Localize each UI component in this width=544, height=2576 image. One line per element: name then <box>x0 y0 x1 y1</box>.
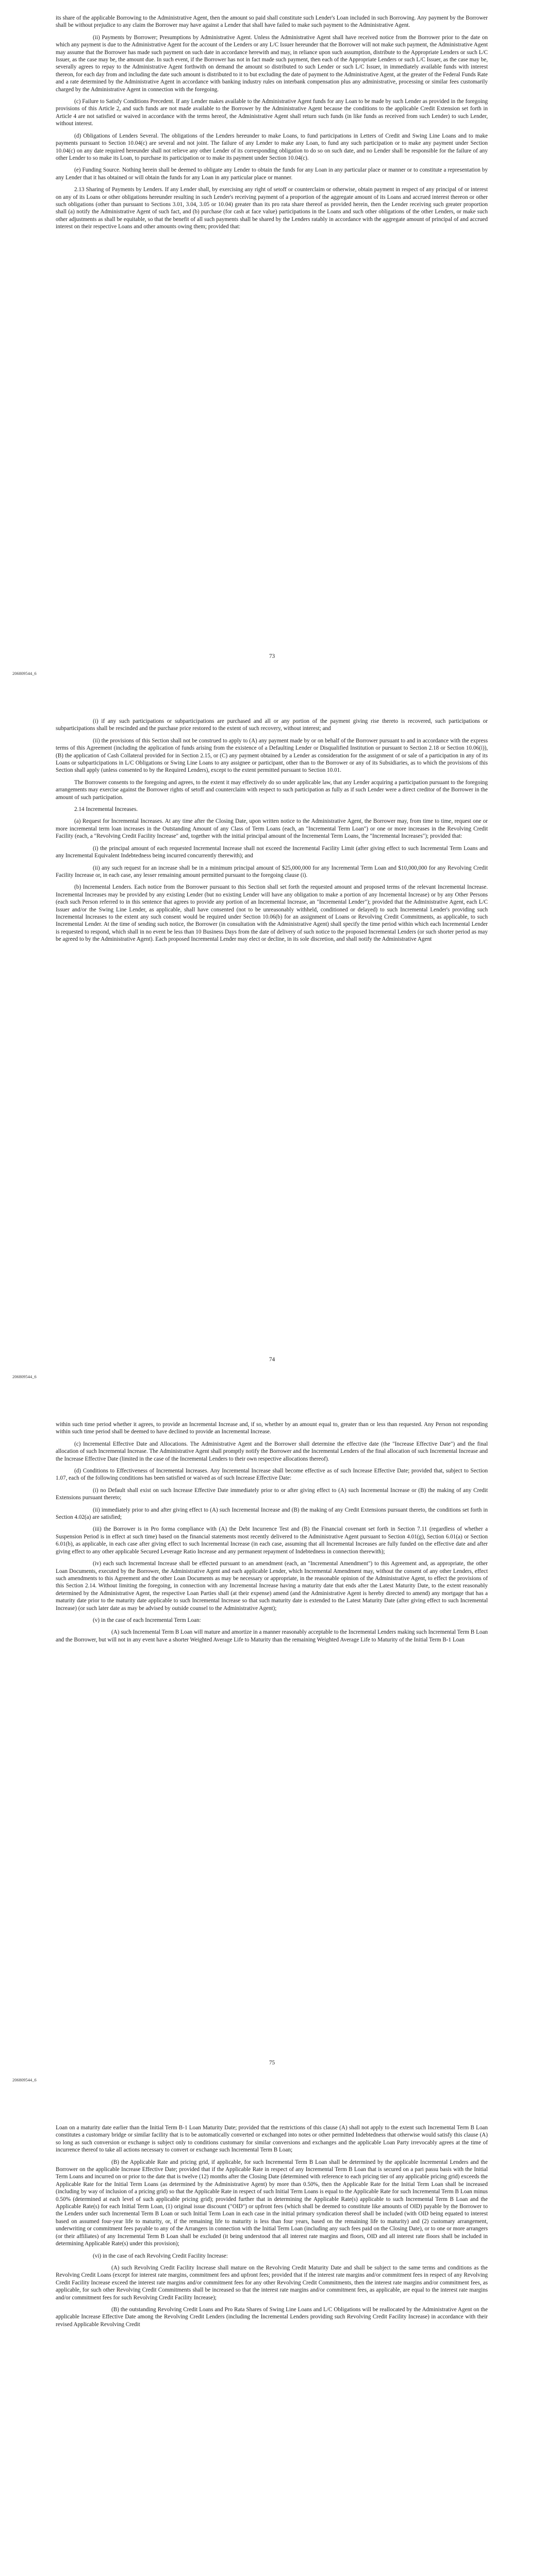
paragraph: (ii) Payments by Borrower; Presumptions by Administrative Agent. Unless the Administrative Agent shall have received notice from the Borrower prior to the date on which any payment is due to the Administrative Agent for the account of the Lenders or any L/C Issuer hereunder that the Borrower will not make such payment, the Administrative Agent may assume that the Borrower has made such payment on such date in accordance herewith and may, in reliance upon such assumption, distribute to the Appropriate Lenders or such L/C Issuer, as the case may be, the amount due. In such event, if the Borrower has not in fact made such payment, then each of the Appropriate Lenders or such L/C Issuer, as the case may be, severally agrees to repay to the Administrative Agent forthwith on demand the amount so distributed to such Lender or such L/C Issuer, in immediately available funds with interest thereon, for each day from and including the date such amount is distributed to it to but excluding the date of payment to the Administrative Agent, at the greater of the Federal Funds Rate and a rate determined by the Administrative Agent in accordance with banking industry rules on interbank compensation plus any administrative, processing or similar fees customarily charged by the Administrative Agent in connection with the foregoing. <box>56 34 488 93</box>
page-number: 73 <box>269 653 275 659</box>
paragraph: 2.13 Sharing of Payments by Lenders. If any Lender shall, by exercising any right of setoff or counterclaim or otherwise, obtain payment in respect of any principal of or interest on any of its Loans or other obligations hereunder resulting in such Lender's receiving payment of a proportion of the aggregate amount of its Loans and accrued interest thereon or other such obligations (other than pursuant to Sections 3.01, 3.04, 3.05 or 10.04) greater than its pro rata share thereof as provided herein, then the Lender receiving such greater proportion shall (a) notify the Administrative Agent of such fact, and (b) purchase (for cash at face value) participations in the Loans and such other obligations of the other Lenders, or make such other adjustments as shall be equitable, so that the benefit of all such payments shall be shared by the Lenders ratably in accordance with the aggregate amount of principal of and accrued interest on their respective Loans and other amounts owing them; provided that: <box>56 187 488 230</box>
page-number: 74 <box>269 1357 275 1363</box>
page-body <box>56 1421 488 1648</box>
paragraph: (B) the Applicable Rate and pricing grid, if applicable, for such Incremental Term B Loan shall be determined by the applicable Incremental Lenders and the Borrower on the applicable Increase Effective Date; provided that if the Applicable Rate in respect of any Incremental Term B Loan that is secured on a pari passu basis with the Initial Term Loans and incurred on or prior to the date that is twelve (12) months after the Closing Date (determined with reference to each pricing tier of any applicable pricing grid) exceeds the Applicable Rate for the Initial Term Loans (as determined by the Administrative Agent) by more than 0.50%, then the Applicable Rate for the Initial Term Loan shall be increased (including by way of inclusion of a pricing grid) so that the Applicable Rate in respect of such Initial Term Loans is equal to the Applicable Rate for such Incremental Term B Loan minus 0.50% (determined at each level of such applicable pricing grid); provided further that in determining the Applicable Rate(s) applicable to such Incremental Term B Loan and the Applicable Rate(s) for each Initial Term Loan, (1) original issue discount ("OID") or upfront fees (which shall be deemed to constitute like amounts of OID) payable by the Borrower to the Lenders under such Incremental Term B Loan or such Initial Term Loan in each case in the initial primary syndication thereof shall be included (with OID being equated to interest based on assumed four-year life to maturity, or, if the remaining life to maturity is less than four years, based on the remaining life to maturity) and (2) customary arrangement, underwriting or commitment fees payable to any of the Arrangers in connection with the Initial Term Loan (including any such fees paid on the Closing Date), or to one or more arrangers (or their affiliates) of any Incremental Term B Loan shall be excluded (it being understood that all interest rate margins and floors, OID and all interest rate floors shall be included in determining Applicable Rate(s) under this provision); <box>56 2159 488 2247</box>
section-heading: 2.14 Incremental Increases. <box>74 806 138 813</box>
page-body <box>56 718 488 948</box>
paragraph: (c) Incremental Effective Date and Allocations. The Administrative Agent and the Borrower shall determine the effective date (the "Increase Effective Date") and the final allocation of such Incremental Increase. The Administrative Agent shall promptly notify the Borrower and the Incremental Lenders of the final allocation of such Incremental Increase and the Increase Effective Date (limited in the case of the Incremental Lenders to their own respective allocations thereof). <box>56 1440 488 1462</box>
paragraph: its share of the applicable Borrowing to the Administrative Agent, then the amount so paid shall constitute such Lender's Loan included in such Borrowing. Any payment by the Borrower shall be without prejudice to any claim the Borrower may have against a Lender that shall have failed to make such payment to the Administrative Agent. <box>56 15 488 29</box>
paragraph: (d) Conditions to Effectiveness of Incremental Increases. Any Incremental Increase shall become effective as of such Increase Effective Date; provided that, subject to Section 1.07, each of the following conditions has been satisfied or waived as of such Increase Effective Date: <box>56 1468 488 1482</box>
paragraph: Loan on a maturity date earlier than the Initial Term B-1 Loan Maturity Date; provided that the restrictions of this clause (A) shall not apply to the extent such Incremental Term B Loan constitutes a customary bridge or similar facility that is to be automatically converted or exchanged into notes or other permitted Indebtedness that otherwise would satisfy this clause (A) so long as such conversion or exchange is subject only to conditions customary for similar conversions and exchanges and the applicable Loan Party irrevocably agrees at the time of incurrence thereof to take all actions necessary to convert or exchange such Incremental Term B Loan; <box>56 2125 488 2154</box>
paragraph: (v) in the case of each Incremental Term Loan: <box>93 1617 201 1623</box>
paragraph: (ii) immediately prior to and after giving effect to (A) such Incremental Increase and (B) the making of any Credit Extensions pursuant thereto, the conditions set forth in Section 4.02(a) are satisfied; <box>56 1506 488 1521</box>
paragraph: (iv) each such Incremental Increase shall be effected pursuant to an amendment (each, an "Incremental Amendment") to this Agreement and, as appropriate, the other Loan Documents, executed by the Borrower, the Administrative Agent and each applicable Lender, which Incremental Amendment may, without the consent of any other Lenders, effect such amendments to this Agreement and the other Loan Documents as may be necessary or appropriate, in the reasonable opinion of the Administrative Agent, to effect the provisions of this Section 2.14. Without limiting the foregoing, in connection with any Incremental Increase having a maturity date that ends after the Latest Maturity Date, to the extent reasonably determined by the Administrative Agent, the respective Loan Parties shall (at their expense) amend (and the Administrative Agent is hereby directed to amend) any mortgage that has a maturity date prior to the maturity date applicable to such Incremental Increase so that such maturity date is extended to the Latest Maturity Date (after giving effect to such Incremental Increase) (or such later date as may be advised by outside counsel to the Administrative Agent); <box>56 1561 488 1612</box>
page-75 <box>0 1406 544 2110</box>
page-74 <box>0 703 544 1406</box>
paragraph: (d) Obligations of Lenders Several. The obligations of the Lenders hereunder to make Loans, to fund participations in Letters of Credit and Swing Line Loans and to make payments pursuant to Section 10.04(c) are several and not joint. The failure of any Lender to make any Loan, to fund any such participation or to make any payment under Section 10.04(c) on any date required hereunder shall not relieve any other Lender of its corresponding obligation to do so on such date, and no Lender shall be responsible for the failure of any other Lender to so make its Loan, to purchase its participation or to make its payment under Section 10.04(c). <box>56 132 488 161</box>
paragraph: (A) such Incremental Term B Loan will mature and amortize in a manner reasonably acceptable to the Incremental Lenders making such Incremental Term B Loan and the Borrower, but will not in any event have a shorter Weighted Average Life to Maturity than the remaining Weighted Average Life to Maturity of the Initial Term B-1 Loan <box>56 1629 488 1643</box>
paragraph: (i) no Default shall exist on such Increase Effective Date immediately prior to or after giving effect to (A) such Incremental Increase or (B) the making of any Credit Extensions pursuant thereto; <box>56 1487 488 1501</box>
paragraph: within such time period whether it agrees, to provide an Incremental Increase and, if so, whether by an amount equal to, greater than or less than requested. Any Person not responding within such time period shall be deemed to have declined to provide an Incremental Increase. <box>56 1421 488 1435</box>
document-id: 206809544_6 <box>12 1374 37 1379</box>
page-73 <box>0 0 544 703</box>
page-76 <box>0 2110 544 2576</box>
paragraph: (A) such Revolving Credit Facility Increase shall mature on the Revolving Credit Maturity Date and shall be subject to the same terms and conditions as the Revolving Credit Loans (except for interest rate margins, commitment fees and upfront fees; provided that if the interest rate margins and/or commitment fees in respect of any Revolving Credit Facility Increase exceed the interest rate margins and/or commitment fees for any other Revolving Credit Commitments, then the interest rate margins and/or commitment fees, as applicable, for such other Revolving Credit Commitments shall be increased so that the interest rate margins and/or commitment fees, as applicable, are equal to the interest rate margins and/or commitment fees for such Revolving Credit Facility Increase); <box>56 2264 488 2301</box>
page-number: 75 <box>269 2060 275 2066</box>
document-id: 206809544_6 <box>12 671 37 676</box>
paragraph: (c) Failure to Satisfy Conditions Precedent. If any Lender makes available to the Administrative Agent funds for any Loan to be made by such Lender as provided in the foregoing provisions of this Article 2, and such funds are not made available to the Borrower by the Administrative Agent because the conditions to the applicable Credit Extension set forth in Article 4 are not satisfied or waived in accordance with the terms hereof, the Administrative Agent shall return such funds (in like funds as received from such Lender) to such Lender, without interest. <box>56 98 488 127</box>
paragraph: (i) if any such participations or subparticipations are purchased and all or any portion of the payment giving rise thereto is recovered, such participations or subparticipations shall be rescinded and the purchase price restored to the extent of such recovery, without interest; and <box>56 718 488 732</box>
document-id: 206809544_6 <box>12 2077 37 2082</box>
paragraph: (a) Request for Incremental Increases. At any time after the Closing Date, upon written notice to the Administrative Agent, the Borrower may, from time to time, request one or more incremental term loan increases in the Outstanding Amount of any Class of Term Loans (each, an "Incremental Term Loan") or one or more increases in the Revolving Credit Facility (each, a "Revolving Credit Facility Increase" and, together with the initial principal amount of the Incremental Term Loans, the "Incremental Increases"); provided that: <box>56 818 488 840</box>
paragraph: (i) the principal amount of each requested Incremental Increase shall not exceed the Incremental Facility Limit (after giving effect to such Incremental Term Loans and any Incremental Equivalent Indebtedness being incurred concurrently therewith); and <box>56 845 488 859</box>
paragraph: (iii) the Borrower is in Pro forma compliance with (A) the Debt Incurrence Test and (B) the Financial covenant set forth in Section 7.11 (regardless of whether a Suspension Period is in effect at such time) based on the financial statements most recently delivered to the Administrative Agent pursuant to Section 4.01(g), Section 6.01(a) or Section 6.01(b), as applicable, in each case after giving effect to such Incremental Increase (in each case, assuming that all Incremental Increases are fully funded on the effective date and after giving effect to any other applicable Secured Leverage Ratio Increase and any permanent repayment of Indebtedness in connection therewith); <box>56 1526 488 1555</box>
paragraph: The Borrower consents to the foregoing and agrees, to the extent it may effectively do so under applicable law, that any Lender acquiring a participation pursuant to the foregoing arrangements may exercise against the Borrower rights of setoff and counterclaim with respect to such participation as fully as if such Lender were a direct creditor of the Borrower in the amount of such participation. <box>56 779 488 801</box>
paragraph: (vi) in the case of each Revolving Credit Facility Increase: <box>93 2252 228 2259</box>
paragraph: (ii) the provisions of this Section shall not be construed to apply to (A) any payment made by or on behalf of the Borrower pursuant to and in accordance with the express terms of this Agreement (including the application of funds arising from the existence of a Defaulting Lender or Disqualified Institution or pursuant to Section 2.18 or Section 10.06(i)), (B) the application of Cash Collateral provided for in Section 2.15, or (C) any payment obtained by a Lender as consideration for the assignment of or sale of a participation in any of its Loans or subparticipations in L/C Obligations or Swing Line Loans to any assignee or participant, other than to the Borrower or any of its Subsidiaries, as to which the provisions of this Section shall apply (unless consented to by the Required Lenders), except to the extent permitted pursuant to Section 10.01. <box>56 737 488 774</box>
paragraph: (b) Incremental Lenders. Each notice from the Borrower pursuant to this Section shall set forth the requested amount and proposed terms of the relevant Incremental Increase. Incremental Increases may be provided by any existing Lender (but no existing Lender will have any obligation to make a portion of any Incremental Increase) or by any Other Persons (each such Person referred to in this sentence that agrees to provide any portion of an Incremental Increase, an "Incremental Lender"); provided that the Administrative Agent, each L/C Issuer and/or the Swing Line Lender, as applicable, shall have consented (not to be unreasonably withheld, conditioned or delayed) to such Incremental Lender's providing such Incremental Increases to the extent any such consent would be required under Section 10.06(b) for an assignment of Loans or Revolving Credit Commitments, as applicable, to such Incremental Lender. At the time of sending such notice, the Borrower (in consultation with the Administrative Agent) shall specify the time period within which each Incremental Lender is requested to respond, which shall in no event be less than 10 Business Days from the date of delivery of such notice to the proposed Incremental Lenders (or such shorter period as may be agreed to by the Administrative Agent). Each proposed Incremental Lender may elect or decline, in its sole discretion, and shall notify the Administrative Agent <box>56 884 488 943</box>
page-body <box>56 14 488 235</box>
paragraph: (ii) any such request for an increase shall be in a minimum principal amount of $25,000,000 for any Incremental Term Loan and $10,000,000 for any Revolving Credit Facility Increase or, in each case, any lesser remaining amount permitted pursuant to the foregoing clause (i). <box>56 865 488 878</box>
paragraph: (B) the outstanding Revolving Credit Loans and Pro Rata Shares of Swing Line Loans and L/C Obligations will be reallocated by the Administrative Agent on the applicable Increase Effective Date among the Revolving Credit Lenders (including the Incremental Lenders providing such Revolving Credit Facility Increase) in accordance with their revised Applicable Revolving Credit <box>56 2306 488 2328</box>
page-body <box>56 2124 488 2333</box>
paragraph: (e) Funding Source. Nothing herein shall be deemed to obligate any Lender to obtain the funds for any Loan in any particular place or manner or to constitute a representation by any Lender that it has obtained or will obtain the funds for any Loan in any particular place or manner. <box>56 167 488 181</box>
